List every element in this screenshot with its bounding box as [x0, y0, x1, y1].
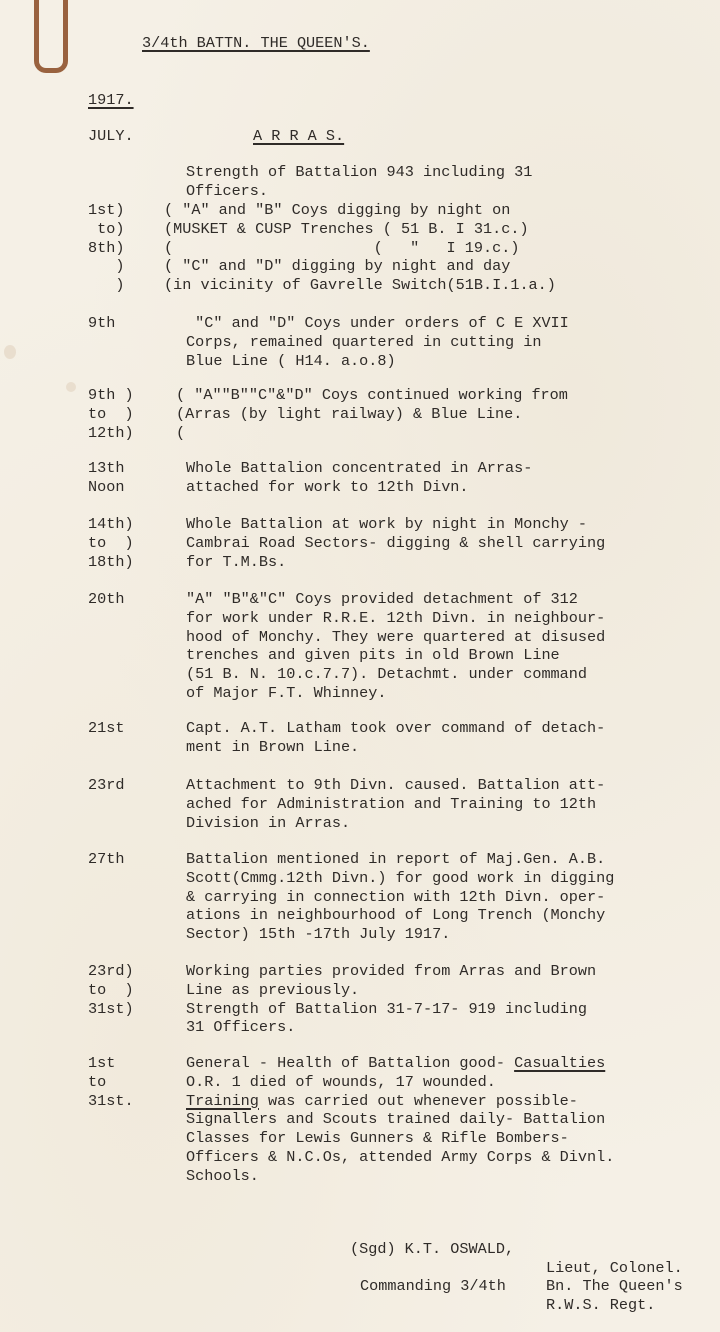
entry-date: 20th	[88, 590, 125, 608]
entry-text: Capt. A.T. Latham took over command of detach- ment in Brown Line.	[186, 719, 606, 756]
entry-text: Whole Battalion concentrated in Arras- attached for work to 12th Divn.	[186, 459, 533, 496]
entry-date: 9th	[88, 314, 116, 332]
signature-regiment: R.W.S. Regt.	[546, 1296, 656, 1314]
staple-rust-mark	[34, 0, 68, 73]
entry-date: 13th Noon	[88, 459, 125, 496]
paper-stain	[4, 345, 16, 359]
entry-text: ( "A" and "B" Coys digging by night on (MUSKET & CUSP Trenches ( 51 B. I 31.c.) ( ( " I 19.c.) ( "C" and "D" digging by night and day (in vicinity of Gavrelle Switch(51B.I.1.a.)	[164, 201, 556, 295]
entry-text: "A" "B"&"C" Coys provided detachment of 312 for work under R.R.E. 12th Divn. in neighbour- hood of Monchy. They were quartered at disused trenches and given pits in old Brown Line (51 B. N. 10.c.7.7). Detachmt. under command of Major F.T. Whinney.	[186, 590, 606, 702]
paper-stain	[66, 382, 76, 392]
document-title: 3/4th BATTN. THE QUEEN'S.	[142, 34, 370, 52]
entry-date: 1st) to) 8th) ) )	[88, 201, 125, 295]
entry-text: Whole Battalion at work by night in Monchy - Cambrai Road Sectors- digging & shell carrying for T.M.Bs.	[186, 515, 606, 571]
entry-text: "C" and "D" Coys under orders of C E XVII Corps, remained quartered in cutting in Blue Line ( H14. a.o.8)	[186, 314, 569, 370]
entry-text: General - Health of Battalion good- Casualties O.R. 1 died of wounds, 17 wounded. Training was carried out whenever possible- Signallers and Scouts trained daily- Battalion Classes for Lewis Gunners & Rifle Bombers- Officers & N.C.Os, attended Army Corps & Divnl. Schools.	[186, 1054, 615, 1185]
entry-date: 23rd) to ) 31st)	[88, 962, 134, 1018]
entry-date: 27th	[88, 850, 125, 868]
entry-text: Attachment to 9th Divn. caused. Battalion att- ached for Administration and Training to 12th Division in Arras.	[186, 776, 606, 832]
signature-unit: Bn. The Queen's	[546, 1277, 683, 1295]
entry-date: 23rd	[88, 776, 125, 794]
signature-rank: Lieut, Colonel.	[546, 1259, 683, 1277]
entry-date: 14th) to ) 18th)	[88, 515, 134, 571]
intro-strength: Strength of Battalion 943 including 31 Officers.	[186, 163, 533, 200]
entry-text: Working parties provided from Arras and Brown Line as previously. Strength of Battalion 31-7-17- 919 including 31 Officers.	[186, 962, 597, 1037]
casualties-heading: Casualties	[514, 1054, 606, 1072]
entry-text: ( "A""B""C"&"D" Coys continued working from (Arras (by light railway) & Blue Line. (	[176, 386, 568, 442]
training-heading: Training	[186, 1091, 259, 1110]
entry-text: Battalion mentioned in report of Maj.Gen. A.B. Scott(Cmmg.12th Divn.) for good work in digging & carrying in connection with 12th Divn. oper- ations in neighbourhood of Long Trench (Monchy Sector) 15th -17th July 1917.	[186, 850, 615, 944]
signature-name: (Sgd) K.T. OSWALD,	[350, 1240, 515, 1258]
month-heading: JULY.	[88, 127, 134, 145]
entry-date: 1st to 31st.	[88, 1054, 134, 1110]
signature-role: Commanding 3/4th	[360, 1277, 506, 1295]
place-heading: A R R A S.	[253, 127, 345, 145]
year-heading: 1917.	[88, 91, 134, 109]
entry-date: 21st	[88, 719, 125, 737]
entry-date: 9th ) to ) 12th)	[88, 386, 134, 442]
